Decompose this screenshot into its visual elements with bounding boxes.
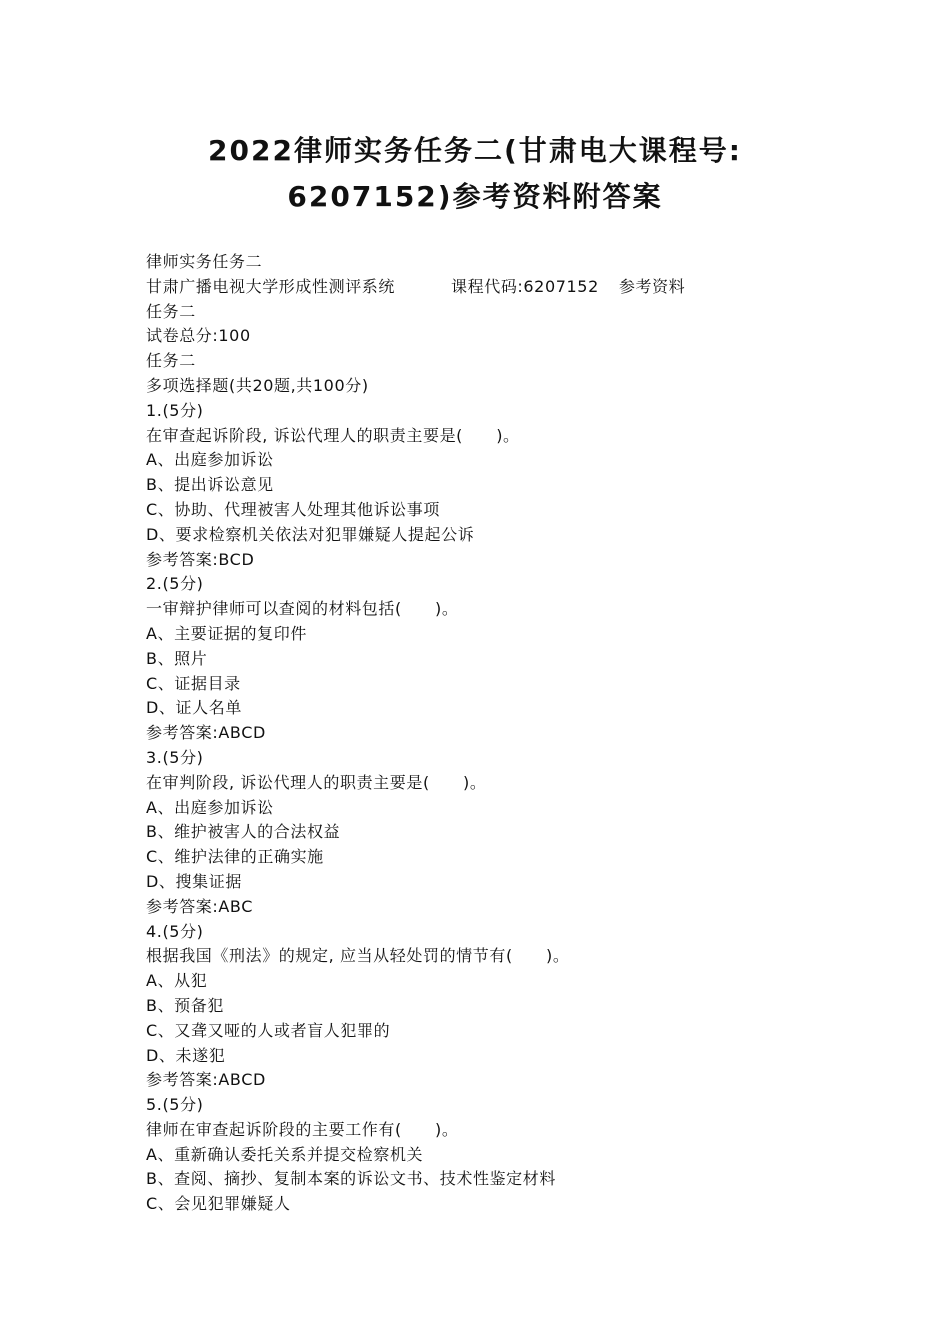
- document-body: [146, 250, 766, 1217]
- system-info-line: [146, 275, 766, 300]
- task-label-2: 任务二: [146, 351, 196, 371]
- option-item: C、协助、代理被害人处理其他诉讼事项: [146, 499, 440, 519]
- question-number: 3.(5分): [146, 747, 204, 767]
- option-item: B、照片: [146, 648, 208, 668]
- option-item: A、重新确认委托关系并提交检察机关: [146, 1144, 424, 1164]
- reference-label: 参考资料: [618, 276, 686, 296]
- option-item: B、查阅、摘抄、复制本案的诉讼文书、技术性鉴定材料: [146, 1169, 556, 1189]
- question-number: 4.(5分): [146, 921, 204, 941]
- question-stem: 在审查起诉阶段, 诉讼代理人的职责主要是( )。: [146, 425, 520, 445]
- total-score: 试卷总分:100: [146, 326, 251, 346]
- document-title: [0, 128, 950, 220]
- question-block: [146, 572, 766, 746]
- option-item: A、出庭参加诉讼: [146, 797, 274, 817]
- question-stem: 一审辩护律师可以查阅的材料包括( )。: [146, 599, 459, 619]
- option-item: A、从犯: [146, 971, 208, 991]
- option-item: B、提出诉讼意见: [146, 475, 274, 495]
- question-number: 1.(5分): [146, 400, 204, 420]
- course-name: 律师实务任务二: [146, 252, 263, 271]
- option-item: C、会见犯罪嫌疑人: [146, 1194, 291, 1214]
- reference-answer: 参考答案:BCD: [146, 549, 255, 569]
- reference-answer: 参考答案:ABCD: [146, 1070, 266, 1090]
- option-item: D、未遂犯: [146, 1045, 226, 1065]
- task-label: 任务二: [146, 301, 196, 321]
- option-item: B、预备犯: [146, 995, 224, 1015]
- question-block: [146, 920, 766, 1094]
- option-item: C、维护法律的正确实施: [146, 847, 324, 867]
- option-item: C、证据目录: [146, 673, 241, 693]
- question-stem: 在审判阶段, 诉讼代理人的职责主要是( )。: [146, 772, 487, 792]
- option-item: D、证人名单: [146, 698, 242, 718]
- option-item: C、又聋又哑的人或者盲人犯罪的: [146, 1020, 391, 1040]
- reference-answer: 参考答案:ABC: [146, 896, 254, 916]
- system-name: 甘肃广播电视大学形成性测评系统: [146, 276, 396, 296]
- option-item: A、出庭参加诉讼: [146, 450, 274, 470]
- title-line-2: 6207152)参考资料附答案: [287, 180, 663, 213]
- option-item: B、维护被害人的合法权益: [146, 822, 341, 842]
- option-item: D、要求检察机关依法对犯罪嫌疑人提起公诉: [146, 524, 475, 544]
- reference-answer: 参考答案:ABCD: [146, 723, 266, 743]
- course-code: 课程代码:6207152: [451, 276, 599, 296]
- section-heading: 多项选择题(共20题,共100分): [146, 375, 369, 395]
- question-block: [146, 1093, 766, 1217]
- question-number: 5.(5分): [146, 1095, 204, 1115]
- option-item: A、主要证据的复印件: [146, 623, 307, 643]
- option-item: D、搜集证据: [146, 871, 242, 891]
- question-block: [146, 399, 766, 573]
- question-stem: 根据我国《刑法》的规定, 应当从轻处罚的情节有( )。: [146, 946, 570, 966]
- question-stem: 律师在审查起诉阶段的主要工作有( )。: [146, 1119, 459, 1139]
- title-line-1: 2022律师实务任务二(甘肃电大课程号:: [208, 134, 742, 167]
- question-block: [146, 746, 766, 920]
- question-number: 2.(5分): [146, 574, 204, 594]
